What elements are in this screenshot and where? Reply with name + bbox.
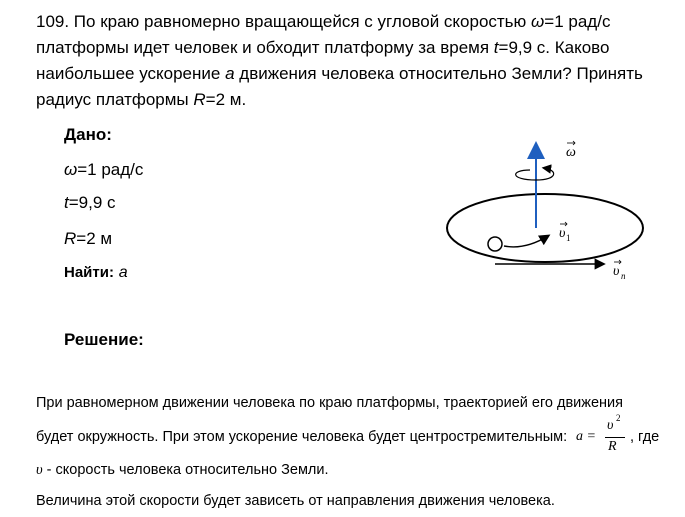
fraction-bar bbox=[605, 437, 625, 438]
solution-text: - скорость человека относительно Земли. bbox=[42, 462, 329, 478]
solution-text: , где bbox=[630, 429, 660, 445]
solution-line-2 bbox=[36, 429, 661, 445]
problem-line-1 bbox=[36, 9, 666, 35]
a-symbol: a bbox=[225, 64, 235, 83]
R-symbol: R bbox=[64, 229, 77, 248]
given-R bbox=[64, 229, 112, 249]
solution-line-3 bbox=[36, 462, 661, 479]
platform-diagram bbox=[440, 140, 650, 290]
solution-text: При равномерном движении человека по краю платформы, траекторией его движения bbox=[36, 395, 624, 411]
given-omega bbox=[64, 160, 143, 180]
vn-subscript: п bbox=[621, 271, 626, 281]
solution-heading: Решение: bbox=[64, 330, 144, 349]
given-value: =2 м bbox=[76, 229, 113, 248]
given-value: =1 рад/с bbox=[77, 160, 144, 179]
given-value: =9,9 с bbox=[68, 193, 116, 212]
solution-line-4 bbox=[36, 493, 661, 509]
v1-label: υ bbox=[559, 226, 566, 241]
v1-subscript: 1 bbox=[566, 233, 571, 243]
formula-denominator: R bbox=[608, 439, 617, 454]
R-symbol: R bbox=[193, 90, 206, 109]
rotation-curl-icon bbox=[516, 168, 554, 180]
problem-text: =2 м. bbox=[205, 90, 247, 109]
solution-text: Величина этой скорости будет зависеть от направления движения человека. bbox=[36, 493, 555, 509]
problem-line-2 bbox=[36, 35, 666, 61]
problem-text: =1 рад/с bbox=[544, 12, 611, 31]
given-heading: Дано: bbox=[64, 125, 112, 144]
given-t bbox=[64, 193, 116, 213]
formula bbox=[576, 413, 636, 458]
problem-statement bbox=[36, 9, 666, 113]
vn-label: υ bbox=[613, 264, 620, 279]
omega-vector-label: ω bbox=[566, 145, 576, 160]
formula-exponent: 2 bbox=[616, 413, 621, 423]
omega-symbol: ω bbox=[531, 12, 545, 31]
problem-text: движения человека относительно Земли? Принять bbox=[234, 64, 643, 83]
problem-text: =9,9 с. Каково bbox=[498, 38, 610, 57]
problem-text: платформы идет человек и обходит платформу за время bbox=[36, 38, 494, 57]
platform-ellipse bbox=[447, 194, 643, 262]
a-symbol: a bbox=[118, 264, 128, 281]
problem-text: радиус платформы bbox=[36, 90, 194, 109]
v-symbol: υ bbox=[36, 462, 43, 478]
platform-figure bbox=[440, 140, 650, 290]
problem-text: 109. По краю равномерно вращающейся с угловой скоростью bbox=[36, 12, 532, 31]
find-row bbox=[64, 262, 128, 282]
omega-symbol: ω bbox=[64, 160, 78, 179]
solution-text: будет окружность. При этом ускорение человека будет центростремительным: bbox=[36, 429, 568, 445]
formula-numerator: υ bbox=[607, 418, 614, 433]
person-circle bbox=[488, 237, 502, 251]
problem-line-3 bbox=[36, 61, 666, 87]
formula-lhs: a = bbox=[576, 429, 596, 444]
t-symbol: t bbox=[64, 193, 69, 212]
find-label: Найти: bbox=[64, 264, 114, 281]
problem-text: наибольшее ускорение bbox=[36, 64, 226, 83]
solution-line-1 bbox=[36, 395, 661, 411]
v1-arrow bbox=[504, 236, 548, 247]
solution-line-2-end bbox=[630, 429, 659, 445]
t-symbol: t bbox=[493, 38, 499, 57]
problem-line-4 bbox=[36, 87, 666, 113]
